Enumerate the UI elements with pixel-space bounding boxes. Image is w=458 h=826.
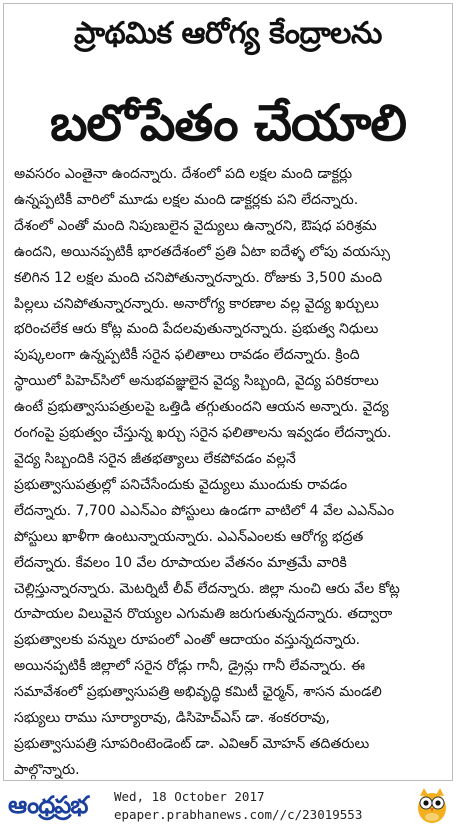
body-line: పాల్గొన్నారు. <box>14 761 80 778</box>
body-line: భరించలేక ఆరు కోట్ల మంది పేదలవుతున్నారన్నారు. ప్రభుత్వ నిధులు <box>14 321 379 338</box>
body-line: ఉందని, అయినప్పటికీ భారతదేశంలో ప్రతి ఏటా ఐదేళ్ళ లోపు వయస్సు <box>14 243 391 260</box>
body-line: వైద్య సిబ్బందికి సరైన జీతభత్యాలు లేకపోవడం వల్లనే <box>14 450 296 467</box>
body-line: రూపాయల విలువైన రొయ్యల ఎగుమతి జరుగుతున్నదన్నారు. తద్వారా <box>14 606 393 623</box>
body-line: ఉంటే ప్రభుత్వాసుపత్రులపై ఒత్తిడి తగ్గుతుందని ఆయన అన్నారు. వైద్య <box>14 399 389 416</box>
body-line: పుష్కలంగా ఉన్నప్పటికీ సరైన ఫలితాలు రావడం లేదన్నారు. క్రింది <box>14 347 360 364</box>
body-line: లేదన్నారు. కేవలం 10 వేల రూపాయల వేతనం మాత్రమే వారికి <box>14 554 347 571</box>
headline-line-2: బలోపేతం చేయాలి <box>49 94 407 152</box>
body-line: ప్రభుత్వాసుపత్రి సూపరింటెండెంట్ డా. ఎవిఆర్ మోహన్ తదితరులు <box>14 735 370 752</box>
edition-date: Wed, 18 October 2017 <box>114 789 265 804</box>
body-line: చెల్లిస్తున్నారన్నారు. మెటర్నిటీ లీవ్ లేదన్నారు. జిల్లా నుంచి ఆరు వేల కోట్ల <box>14 580 400 597</box>
body-line: ఉన్నప్పటికీ వారిలో మూడు లక్షల మంది డాక్టర్లకు పని లేదన్నారు. <box>14 191 359 208</box>
body-line: ప్రభుత్వాసుపత్రుల్లో పనిచేసేందుకు వైద్యులు ముందుకు రావడం <box>14 476 348 493</box>
headline-line-1: ప్రాథమిక ఆరోగ్య కేంద్రాలను <box>74 16 382 51</box>
body-line: పోస్టులు ఖాళీగా ఉంటున్నాయన్నారు. ఎఎన్‌ఎంలకు ఆరోగ్య భద్రత <box>14 528 364 545</box>
epaper-url[interactable]: epaper.prabhanews.com//c/23019553 <box>114 807 363 822</box>
body-line: అయినప్పటికీ జిల్లాలో సరైన రోడ్లు గానీ, డ్రైన్లు గానీ లేవన్నారు. ఈ <box>14 658 366 675</box>
body-line: ప్రభుత్వాలకు పన్నుల రూపంలో ఎంతో ఆదాయం వస్తున్నదన్నారు. <box>14 632 361 649</box>
footer <box>0 786 458 826</box>
publication-logo[interactable]: ఆంధ్రప్రభ <box>8 791 88 819</box>
body-line: రంగంపై ప్రభుత్వం చేస్తున్న ఖర్చు సరైన ఫలితాలను ఇవ్వడం లేదన్నారు. <box>14 425 392 442</box>
owl-icon <box>414 786 450 824</box>
body-line: పిల్లలు చనిపోతున్నారన్నారు. అనారోగ్య కారణాల వల్ల వైద్య ఖర్చులు <box>14 295 379 312</box>
article-clipping <box>3 3 453 781</box>
body-line: స్థాయిలో పిహెచ్‌సిలో అనుభవజ్ఞులైన వైద్య సిబ్బంది, వైద్య పరికరాలు <box>14 373 379 390</box>
body-line: దేశంలో ఎంతో మంది నిపుణులైన వైద్యులు ఉన్నారని, ఔషధ పరిశ్రమ <box>14 217 377 234</box>
body-line: అవసరం ఎంతైనా ఉందన్నారు. దేశంలో పది లక్షల మంది డాక్టర్లు <box>14 166 353 182</box>
article-body <box>14 162 444 781</box>
body-line: సభ్యులు రాము సూర్యారావు, డిసిహెచ్ఎస్ డా. శంకరరావు, <box>14 710 330 727</box>
footer-meta <box>114 788 362 824</box>
body-line: సమావేశంలో ప్రభుత్వాసుపత్రి అభివృద్ధి కమిటీ ఛైర్మన్, శాసన మండలి <box>14 684 382 701</box>
body-line: కలిగిన 12 లక్షల మంది చనిపోతున్నారన్నారు. రోజుకు 3,500 మంది <box>14 269 383 286</box>
body-line: లేదన్నారు. 7,700 ఎఎన్‌ఎం పోస్టులు ఉండగా వాటిలో 4 వేల ఎఎన్‌ఎం <box>14 502 395 519</box>
